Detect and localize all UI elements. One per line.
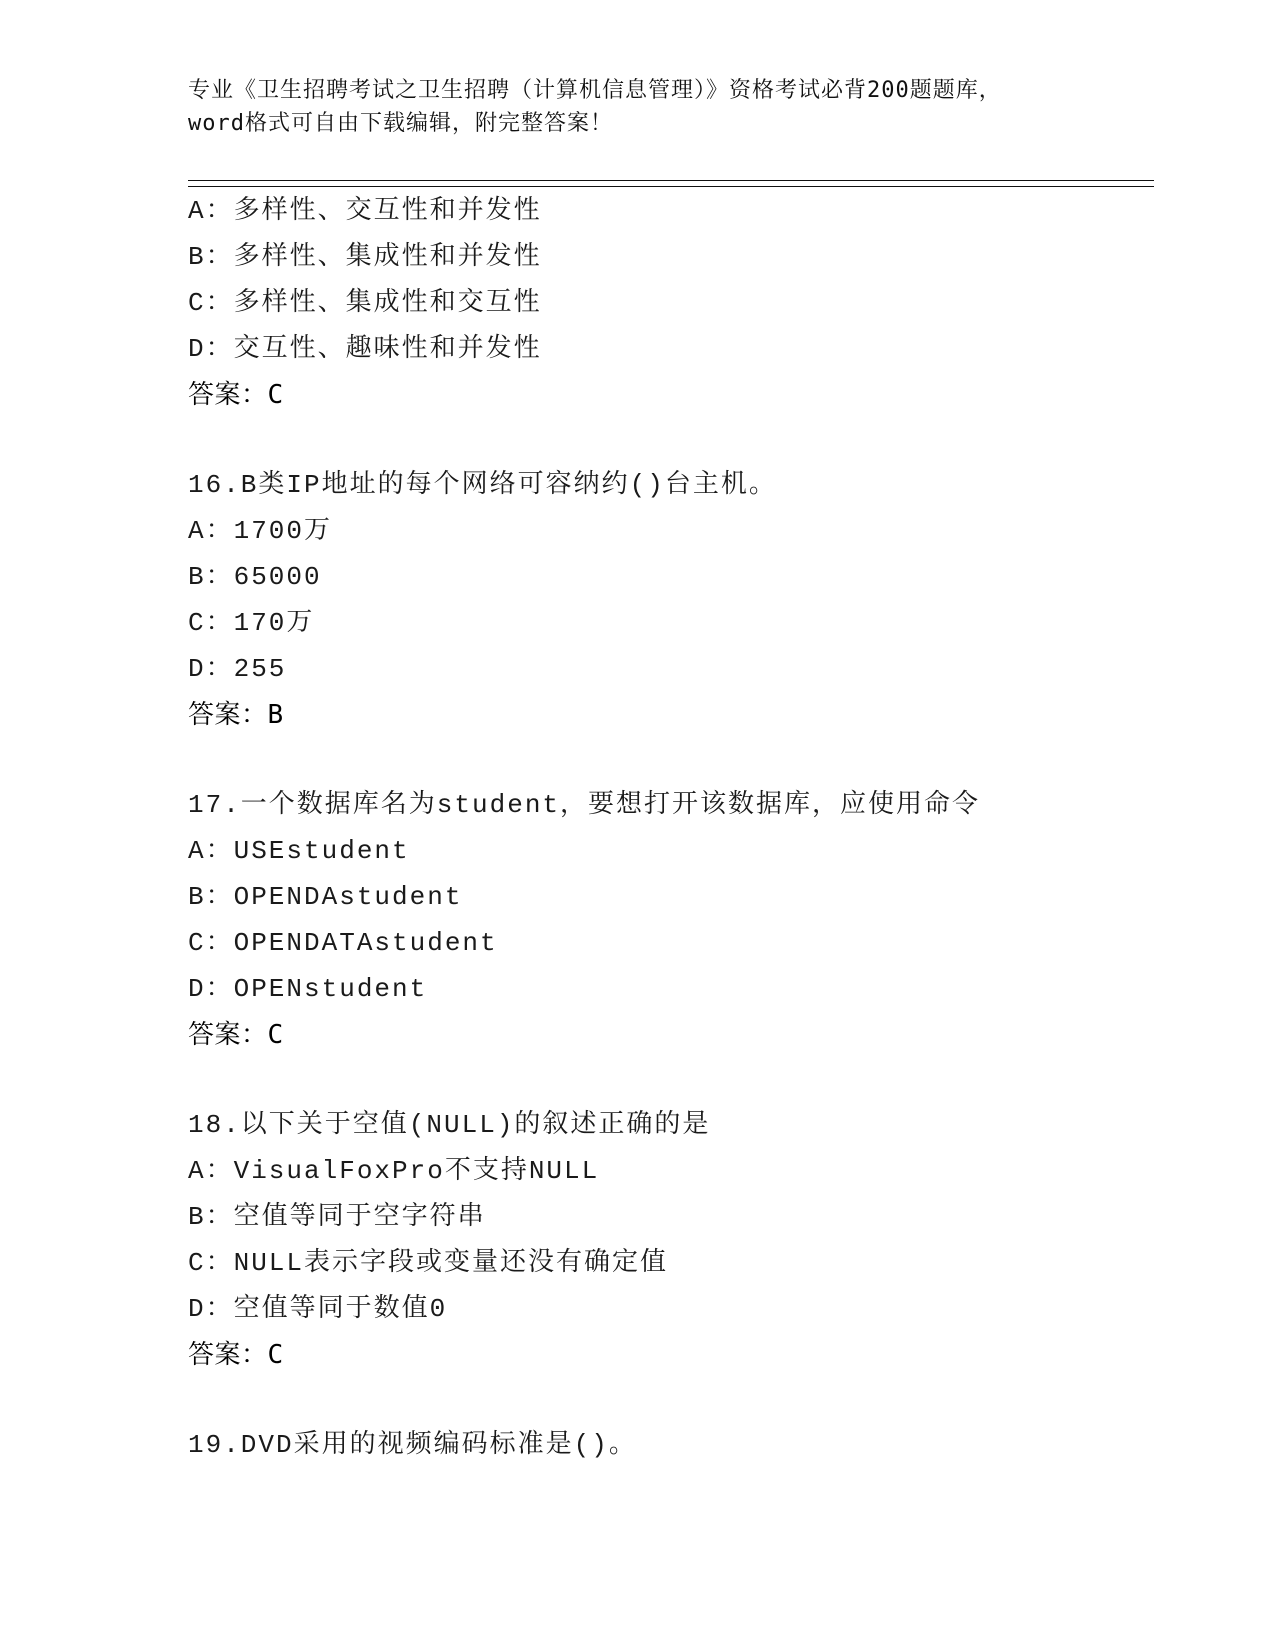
option-a: A：1700万 [188, 516, 333, 546]
question-title: 17.一个数据库名为student，要想打开该数据库，应使用命令 [188, 790, 981, 820]
option-d: D：交互性、趣味性和并发性 [188, 334, 542, 364]
question-list [188, 188, 1154, 1468]
header-line-2: word格式可自由下载编辑，附完整答案！ [188, 111, 613, 136]
option-a: A：多样性、交互性和并发性 [188, 196, 542, 226]
option-d: D：空值等同于数值0 [188, 1294, 448, 1324]
document-header [188, 74, 1098, 140]
question-title: 16.B类IP地址的每个网络可容纳约()台主机。 [188, 470, 777, 500]
option-a: A：VisualFoxPro不支持NULL [188, 1156, 600, 1186]
header-line-1: 专业《卫生招聘考试之卫生招聘（计算机信息管理）》资格考试必背200题题库， [188, 78, 1002, 103]
question-block [188, 782, 1154, 1058]
question-block [188, 188, 1154, 418]
header-divider-bottom [188, 186, 1154, 187]
option-d: D：OPENstudent [188, 974, 428, 1004]
question-title: 19.DVD采用的视频编码标准是()。 [188, 1430, 637, 1460]
option-b: B：空值等同于空字符串 [188, 1202, 486, 1232]
option-b: B：65000 [188, 562, 322, 592]
option-c: C：多样性、集成性和交互性 [188, 288, 542, 318]
header-divider-top [188, 180, 1154, 181]
option-b: B：OPENDAstudent [188, 882, 463, 912]
question-block [188, 462, 1154, 738]
question-block [188, 1422, 1154, 1468]
question-title: 18.以下关于空值(NULL)的叙述正确的是 [188, 1110, 711, 1140]
option-c: C：NULL表示字段或变量还没有确定值 [188, 1248, 669, 1278]
option-b: B：多样性、集成性和并发性 [188, 242, 542, 272]
option-c: C：170万 [188, 608, 315, 638]
answer-line: 答案：C [188, 1020, 284, 1050]
answer-line: 答案：C [188, 380, 284, 410]
option-c: C：OPENDATAstudent [188, 928, 498, 958]
question-block [188, 1102, 1154, 1378]
answer-line: 答案：C [188, 1340, 284, 1370]
option-d: D：255 [188, 654, 287, 684]
option-a: A：USEstudent [188, 836, 410, 866]
answer-line: 答案：B [188, 700, 284, 730]
